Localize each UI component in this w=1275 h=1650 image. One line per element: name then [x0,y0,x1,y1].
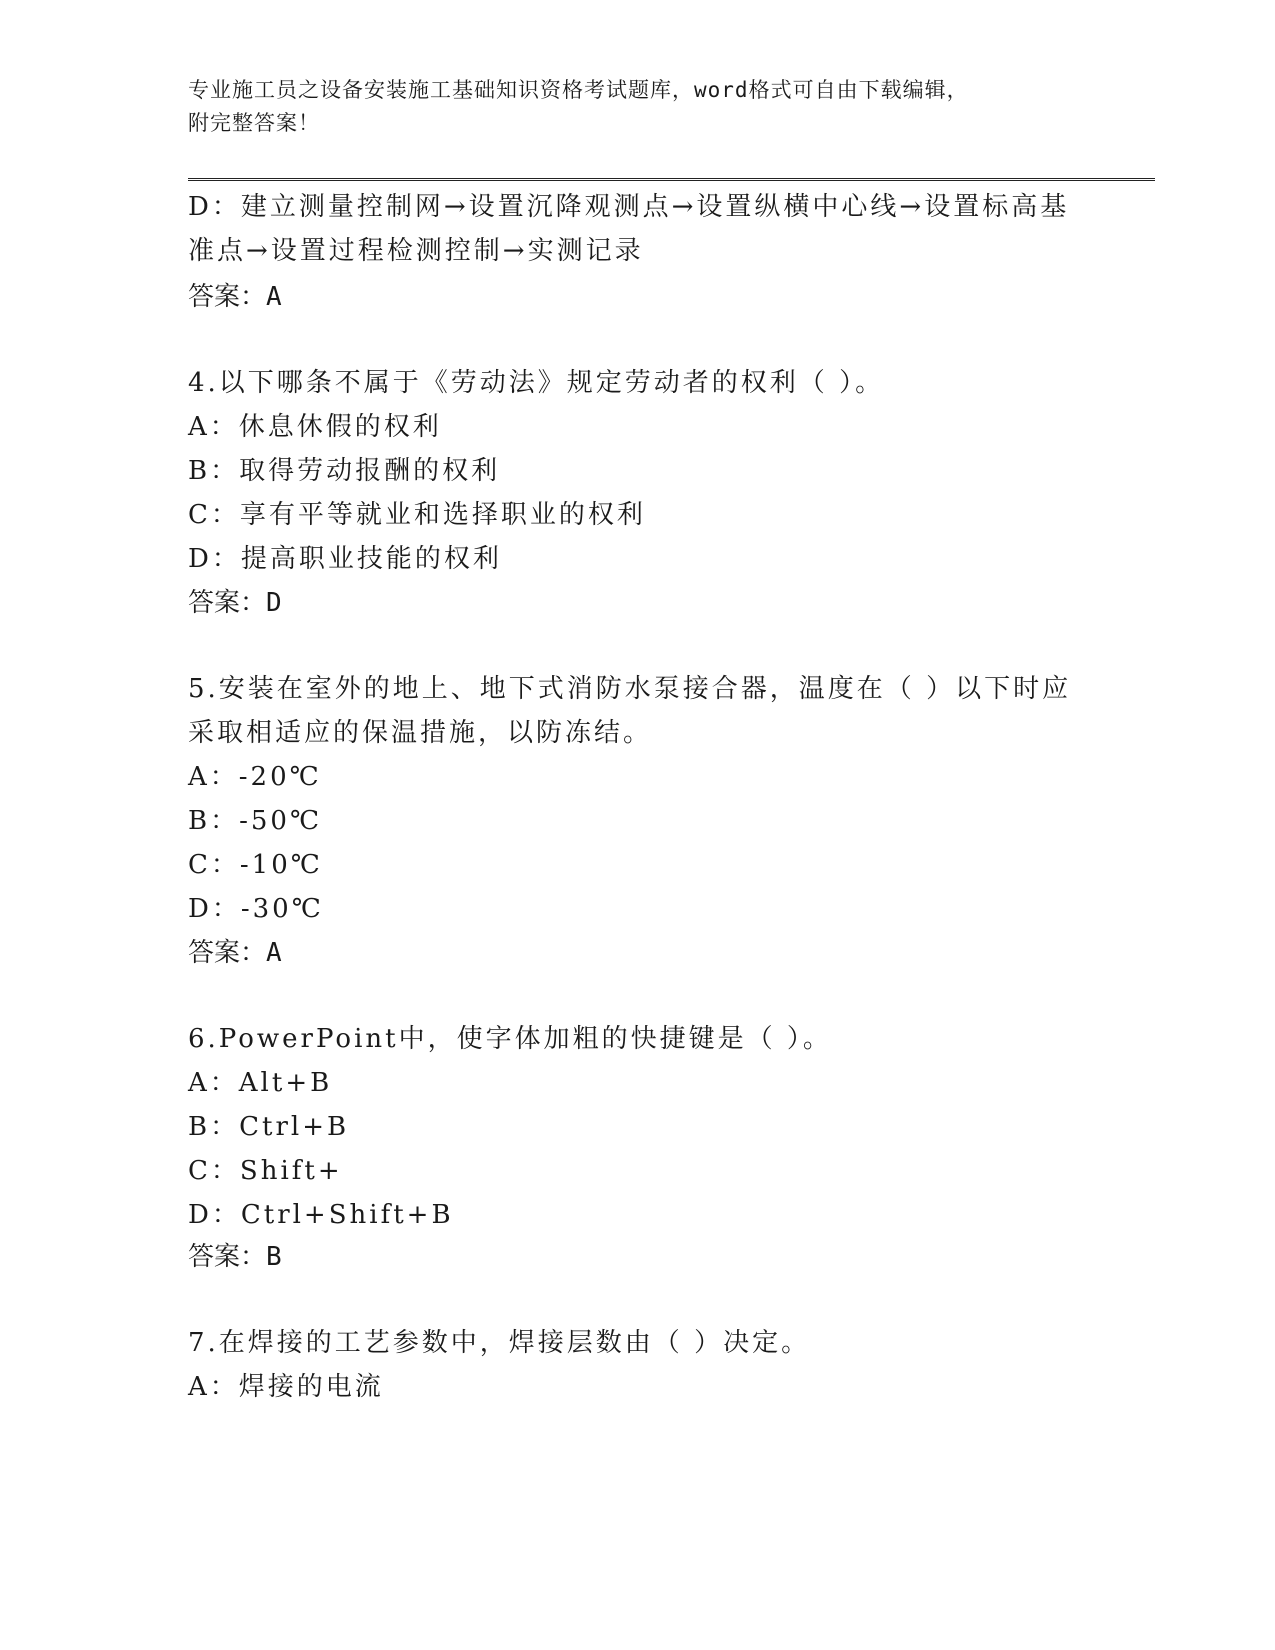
q4-option-c: C：享有平等就业和选择职业的权利 [188,500,646,530]
document-header [188,74,1088,140]
q6-option-a: A：Alt+B [188,1068,333,1098]
q5-option-d: D：-30℃ [188,894,324,924]
header-line-1: 专业施工员之设备安装施工基础知识资格考试题库，word格式可自由下载编辑， [188,78,969,102]
q7-option-a: A：焊接的电流 [188,1372,384,1402]
q6-option-d: D：Ctrl+Shift+B [188,1200,454,1230]
q4-option-b: B：取得劳动报酬的权利 [188,456,501,486]
q4-stem: 4.以下哪条不属于《劳动法》规定劳动者的权利（ ）。 [188,368,885,398]
q6-option-b: B：Ctrl+B [188,1112,350,1142]
header-divider [188,178,1155,181]
q5-option-c: C：-10℃ [188,850,323,880]
q3-option-d-line-2: 准点→设置过程检测控制→实测记录 [188,236,644,266]
q5-option-a: A：-20℃ [188,762,322,792]
q4-option-a: A：休息休假的权利 [188,412,442,442]
header-line-2: 附完整答案！ [188,111,320,135]
q3-option-d-line-1: D：建立测量控制网→设置沉降观测点→设置纵横中心线→设置标高基 [188,192,1070,222]
q6-answer: 答案：B [188,1242,282,1272]
q5-stem-line-1: 5.安装在室外的地上、地下式消防水泵接合器，温度在（ ）以下时应 [188,674,1072,704]
q6-option-c: C：Shift+ [188,1156,343,1186]
q7-stem: 7.在焊接的工艺参数中，焊接层数由（ ）决定。 [188,1328,811,1358]
q6-stem: 6.PowerPoint中，使字体加粗的快捷键是（ ）。 [188,1024,832,1054]
q4-answer: 答案：D [188,588,282,618]
q3-answer: 答案：A [188,282,282,312]
q4-option-d: D：提高职业技能的权利 [188,544,502,574]
q5-option-b: B：-50℃ [188,806,323,836]
q5-answer: 答案：A [188,938,282,968]
q5-stem-line-2: 采取相适应的保温措施，以防冻结。 [188,718,653,748]
